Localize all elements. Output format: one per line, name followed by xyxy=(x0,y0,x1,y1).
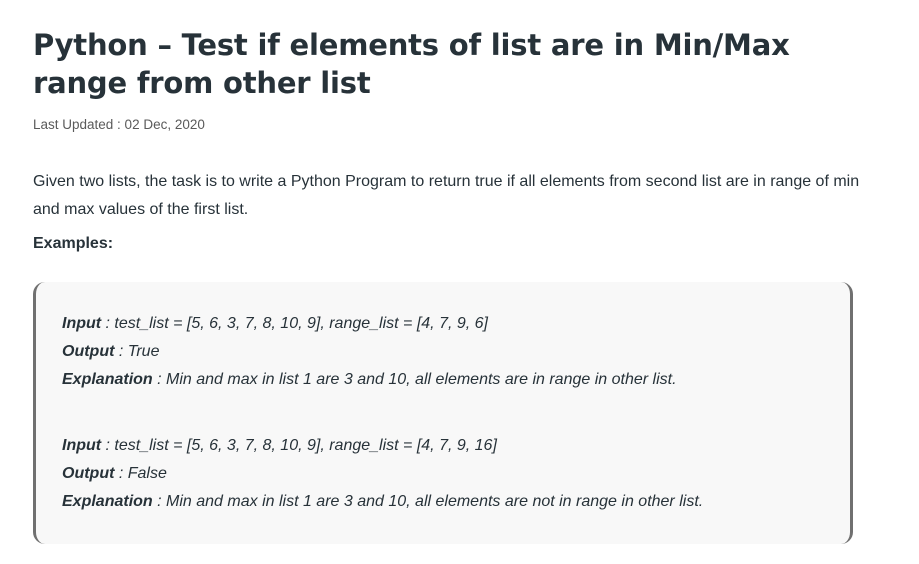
output-value: : True xyxy=(114,343,160,360)
examples-heading: Examples: xyxy=(33,235,114,252)
page-title: Python – Test if elements of list are in Min/Max range from other list xyxy=(33,28,790,100)
example-explanation-line xyxy=(62,488,850,516)
example-output-line xyxy=(62,338,850,366)
example-output-line xyxy=(62,460,850,488)
article xyxy=(33,26,863,253)
example-input-line xyxy=(62,310,850,338)
example-explanation-line xyxy=(62,366,850,394)
explanation-label: Explanation xyxy=(62,493,153,510)
input-label: Input xyxy=(62,437,102,454)
explanation-value: : Min and max in list 1 are 3 and 10, all elements are not in range in other list. xyxy=(152,493,704,510)
input-label: Input xyxy=(62,315,102,332)
output-value: : False xyxy=(114,465,167,482)
output-label: Output xyxy=(62,465,115,482)
intro-paragraph: Given two lists, the task is to write a Python Program to return true if all elements from second list are in range of min and max values of the first list. xyxy=(33,173,860,218)
last-updated: Last Updated : 02 Dec, 2020 xyxy=(33,117,205,132)
explanation-label: Explanation xyxy=(62,371,153,388)
example-spacer xyxy=(62,394,850,432)
example-block xyxy=(33,282,853,544)
explanation-value: : Min and max in list 1 are 3 and 10, all elements are in range in other list. xyxy=(152,371,677,388)
output-label: Output xyxy=(62,343,115,360)
example-input-line xyxy=(62,432,850,460)
input-value: : test_list = [5, 6, 3, 7, 8, 10, 9], range_list = [4, 7, 9, 6] xyxy=(101,315,488,332)
input-value: : test_list = [5, 6, 3, 7, 8, 10, 9], range_list = [4, 7, 9, 16] xyxy=(101,437,497,454)
